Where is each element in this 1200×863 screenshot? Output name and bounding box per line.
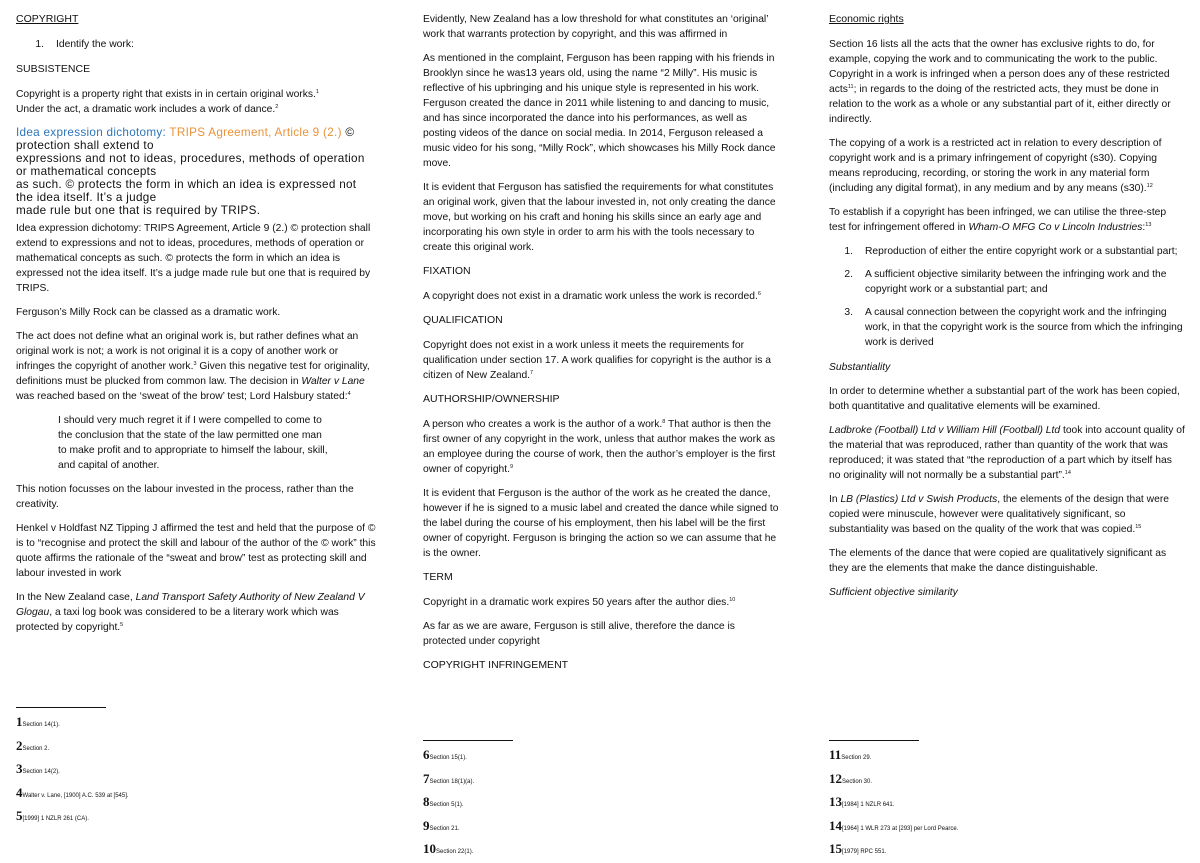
footnote-ref: 1 xyxy=(315,89,319,95)
paragraph-nz-case xyxy=(16,590,376,635)
footnote-text: Section 2. xyxy=(22,745,50,752)
footnote-ref: 13 xyxy=(1145,222,1152,228)
footnote xyxy=(829,745,958,769)
paragraph-lb-plastics xyxy=(829,492,1185,537)
text: Given this negative test for originality, definitions must be plucked from common law. The decision in xyxy=(16,361,370,387)
paragraph-owner: It is evident that Ferguson is the author of the work as he created the dance, however if he is signed to a music label and created the dance while signed to the label during the course of his employment, then his label will be the first owner of copyright. Ferguson is bringing the action so we can assume that he is the owner. xyxy=(423,488,779,559)
footnote xyxy=(16,806,129,830)
idea-expression-heading xyxy=(16,126,376,152)
idea-expression-line-4: made rule but one that is required by TRIPS. xyxy=(16,204,261,217)
text: The act does not define what an original work is, but rather defines what an original work is not; a work is not original it is a copy of another work or infringes the copyright of another work. xyxy=(16,331,359,372)
paragraph-ladbroke xyxy=(829,423,1185,483)
footnote-text: Section 29. xyxy=(841,755,872,761)
text: In xyxy=(829,494,841,505)
list-number: 3. xyxy=(844,307,853,318)
footnote-ref: 4 xyxy=(347,391,351,397)
list-text: A sufficient objective similarity between the infringing work and the copyright work or a substantial part; and xyxy=(865,269,1167,295)
footnote xyxy=(423,839,474,863)
text: To establish if a copyright has been infringed, we can utilise the three-step test for infringement offered in xyxy=(829,207,1167,233)
case-name: Wham-O MFG Co v Lincoln Industries xyxy=(968,222,1143,233)
idea-expression-line-3: as such. © protects the form in which an idea is expressed not the idea itself. It’s a judge xyxy=(16,178,357,204)
idea-text: © protection shall extend to xyxy=(16,126,355,152)
footnote-ref: 9 xyxy=(510,464,514,470)
list-number: 1. xyxy=(35,39,44,50)
footnote-text: Section 15(1). xyxy=(429,755,467,761)
paragraph-alive: As far as we are aware, Ferguson is still alive, therefore the dance is protected under copyright xyxy=(423,621,735,647)
text: A copyright does not exist in a dramatic work unless the work is recorded. xyxy=(423,291,758,302)
footnote-number: 12 xyxy=(829,770,842,786)
footnote-text: Section 21. xyxy=(429,825,460,832)
footnote-ref: 3 xyxy=(193,361,197,367)
list-item xyxy=(829,267,1185,297)
text: : xyxy=(1142,222,1146,233)
text: The copying of a work is a restricted act in relation to every description of copyright work and is a primary infringement of copyright (s30). Copying means reproducing, recording, or storing the work in any material form (including any digital format), in any medium and by any means (s30). xyxy=(829,138,1162,194)
paragraph-qualification xyxy=(423,338,779,383)
footnote xyxy=(829,816,958,840)
footnote xyxy=(423,792,474,816)
paragraph-henkel: Henkel v Holdfast NZ Tipping J affirmed the test and held that the purpose of © is to “recognise and protect the skill and labour of the author of the © work” this quote affirms the rationale of the “sweat and brow” test as protecting skill and labour invested in work xyxy=(16,523,376,579)
footnote-text: [1964] 1 WLR 273 at [293] per Lord Pearce. xyxy=(842,825,959,832)
footnote xyxy=(829,839,958,863)
footnote-number: 6 xyxy=(423,747,430,762)
footnote-ref: 2 xyxy=(275,104,279,110)
footnote-number: 5 xyxy=(16,808,23,823)
footnote-text: Walter v. Lane, [1900] A.C. 539 at [545]. xyxy=(22,792,129,799)
heading-infringement: COPYRIGHT INFRINGEMENT xyxy=(423,659,569,671)
footnote xyxy=(16,736,129,760)
footnote-number: 11 xyxy=(829,747,842,762)
footnotes-col2 xyxy=(423,745,474,863)
footnote-ref: 10 xyxy=(729,597,736,603)
footnote-number: 10 xyxy=(423,841,436,856)
text: was reached based on the ‘sweat of the brow’ test; Lord Halsbury stated: xyxy=(16,391,348,402)
text: Copyright does not exist in a work unless it meets the requirements for qualification under section 17. A work qualifies for copyright is the author is a citizen of New Zealand. xyxy=(423,340,772,381)
heading-qualification: QUALIFICATION xyxy=(423,314,503,326)
footnote-number: 1 xyxy=(16,714,23,729)
paragraph-copying xyxy=(829,136,1185,196)
footnote-rule xyxy=(16,707,106,708)
footnote xyxy=(16,759,129,783)
case-name: Walter v Lane xyxy=(301,376,365,387)
heading-term: TERM xyxy=(423,571,453,583)
text: , the elements of the design that were copied were minuscule, however were qualitatively significant, so substantiality was based on the quality of the work that was copied. xyxy=(829,494,1169,535)
identify-list xyxy=(24,37,376,52)
footnote-number: 13 xyxy=(829,794,842,809)
footnote-number: 15 xyxy=(829,841,842,856)
heading-substantiality: Substantiality xyxy=(829,362,891,373)
footnote-rule xyxy=(829,740,919,741)
paragraph-milly-rock: Ferguson’s Milly Rock can be classed as a dramatic work. xyxy=(16,307,281,318)
footnotes-col3 xyxy=(829,745,958,863)
footnote-text: [1999] 1 NZLR 261 (CA). xyxy=(22,816,89,822)
column-3 xyxy=(829,12,1185,609)
text: That author is then the first owner of any copyright in the work, unless that author makes the work as an employee during the course of work, then the author’s employer is the first owner of copyright. xyxy=(423,419,776,475)
paragraph-author xyxy=(423,417,779,477)
footnote-number: 3 xyxy=(16,761,23,776)
idea-lead: Idea expression dichotomy: xyxy=(16,126,170,139)
heading-economic-rights: Economic rights xyxy=(829,13,904,25)
heading-copyright: COPYRIGHT xyxy=(16,13,79,25)
text: Copyright in a dramatic work expires 50 years after the author dies. xyxy=(423,597,730,608)
paragraph-elements: The elements of the dance that were copied are qualitatively significant as they are the elements that make the dance distinguishable. xyxy=(829,548,1167,574)
footnote-text: Section 30. xyxy=(842,778,873,785)
footnote-ref: 11 xyxy=(847,84,854,90)
footnote-ref: 6 xyxy=(757,291,761,297)
text: Under the act, a dramatic work includes a work of dance. xyxy=(16,104,276,115)
trips-reference: TRIPS Agreement, Article 9 (2.) xyxy=(169,126,342,139)
footnote-text: Section 18(1)(a). xyxy=(429,778,475,785)
list-text: A causal connection between the copyright work and the infringing work, in that the copyright work is the source from which the infringing work is derived xyxy=(865,307,1183,348)
text: A person who creates a work is the author of a work. xyxy=(423,419,663,430)
list-number: 1. xyxy=(844,246,853,257)
footnote-ref: 12 xyxy=(1146,183,1153,189)
footnote xyxy=(423,745,474,769)
text: ; in regards to the doing of the restricted acts, they must be done in relation to the work as a whole or any substantial part of it, either directly or indirectly. xyxy=(829,84,1171,125)
case-name: Land Transport Safety Authority of New Zealand V Glogau xyxy=(16,592,365,618)
footnote-ref: 5 xyxy=(120,622,124,628)
text: Section 16 lists all the acts that the owner has exclusive rights to do, for example, copying the work and to communicating the work to the public. Copyright in a work is infringed when a person does any of these restricted acts xyxy=(829,39,1170,95)
footnote-number: 4 xyxy=(16,784,23,800)
column-2 xyxy=(423,12,779,683)
list-item xyxy=(829,244,1185,259)
paragraph-substantial: In order to determine whether a substantial part of the work has been copied, both quantitative and qualitative elements will be examined. xyxy=(829,386,1180,412)
footnote-text: [1979] RPC 551. xyxy=(842,849,887,855)
paragraph-originality xyxy=(16,329,376,404)
footnote-number: 14 xyxy=(829,817,842,833)
text: took into account quality of the material that was reproduced, rather than quantity of the work that was reproduced; it was stated that “the reproduction of a part which by itself has no originality will not normally be a substantial part”. xyxy=(829,425,1185,481)
footnote xyxy=(423,816,474,840)
heading-fixation: FIXATION xyxy=(423,265,471,277)
footnote-rule xyxy=(423,740,513,741)
paragraph-section-16 xyxy=(829,37,1185,127)
footnote xyxy=(16,783,129,807)
paragraph-idea-expression: Idea expression dichotomy: TRIPS Agreement, Article 9 (2.) © protection shall extend to expressions and not to ideas, procedures, methods of operation or mathematical concepts as such. © protects the form in which an idea is expressed not the idea itself. It’s a judge made rule but one that is required by TRIPS. xyxy=(16,223,371,294)
footnote-number: 7 xyxy=(423,770,430,786)
footnote xyxy=(829,769,958,793)
column-1 xyxy=(16,12,376,644)
list-text: Identify the work: xyxy=(56,39,134,50)
footnote-text: [1984] 1 NZLR 641. xyxy=(842,802,895,808)
footnote-ref: 8 xyxy=(662,419,666,425)
text: , a taxi log book was considered to be a literary work which was protected by copyright. xyxy=(16,607,339,633)
list-number: 2. xyxy=(844,269,853,280)
heading-authorship: AUTHORSHIP/OWNERSHIP xyxy=(423,393,560,405)
test-list xyxy=(829,244,1185,350)
list-item xyxy=(24,37,376,52)
footnote xyxy=(423,769,474,793)
list-item xyxy=(829,305,1185,350)
list-text: Reproduction of either the entire copyright work or a substantial part; xyxy=(865,246,1178,257)
paragraph-three-step-test xyxy=(829,205,1185,235)
footnote-text: Section 22(1). xyxy=(436,849,474,855)
footnote-text: Section 5(1). xyxy=(429,802,464,808)
paragraph-notion: This notion focusses on the labour invested in the process, rather than the creativity. xyxy=(16,484,354,510)
heading-similarity: Sufficient objective similarity xyxy=(829,587,958,598)
text: In the New Zealand case, xyxy=(16,592,136,603)
footnote-text: Section 14(2). xyxy=(22,769,60,775)
footnotes-col1 xyxy=(16,712,129,830)
footnote-ref: 14 xyxy=(1064,470,1071,476)
case-name: LB (Plastics) Ltd v Swish Products xyxy=(840,494,998,505)
case-name: Ladbroke (Football) Ltd v William Hill (Football) Ltd xyxy=(829,425,1061,436)
paragraph-property-right xyxy=(16,87,376,117)
block-quote: I should very much regret it if I were compelled to come to the conclusion that the state of the law permitted one man to make profit and to appropriate to himself the labour, skill, and capital of another. xyxy=(58,415,328,471)
text: Copyright is a property right that exists in in certain original works. xyxy=(16,89,316,100)
paragraph-satisfied: It is evident that Ferguson has satisfied the requirements for what constitutes an original work, given that the labour invested in, not only creating the dance move, but working on his craft and honing his skills since an early age and incorporating his own style in order to arm his with the tools necessary to create this original work. xyxy=(423,182,776,253)
idea-expression-line-2: expressions and not to ideas, procedures, methods of operation or mathematical concepts xyxy=(16,152,365,178)
footnote-number: 8 xyxy=(423,794,430,809)
footnote-number: 2 xyxy=(16,737,23,753)
footnote-text: Section 14(1). xyxy=(22,722,60,728)
heading-subsistence: SUBSISTENCE xyxy=(16,63,91,75)
footnote-ref: 15 xyxy=(1135,524,1142,530)
footnote xyxy=(829,792,958,816)
paragraph-term xyxy=(423,595,779,610)
paragraph-complaint: As mentioned in the complaint, Ferguson has been rapping with his friends in Brooklyn since he was13 years old, using the name “2 Milly”. His music is reflective of his upbringing and his unique style is represented in his work. Ferguson created the dance in 2011 while listening to and dancing to music, and has since incorporated the dance into his performances, as well as posting videos of the dance on social media. In 2014, Ferguson released a music video for his song, “Milly Rock”, which showcases his Milly Rock dance move. xyxy=(423,53,776,169)
footnote-ref: 7 xyxy=(530,370,534,376)
paragraph-fixation xyxy=(423,289,779,304)
footnote xyxy=(16,712,129,736)
paragraph-low-threshold: Evidently, New Zealand has a low threshold for what constitutes an ‘original’ work that warrants protection by copyright, and this was affirmed in xyxy=(423,14,769,40)
footnote-number: 9 xyxy=(423,817,430,833)
